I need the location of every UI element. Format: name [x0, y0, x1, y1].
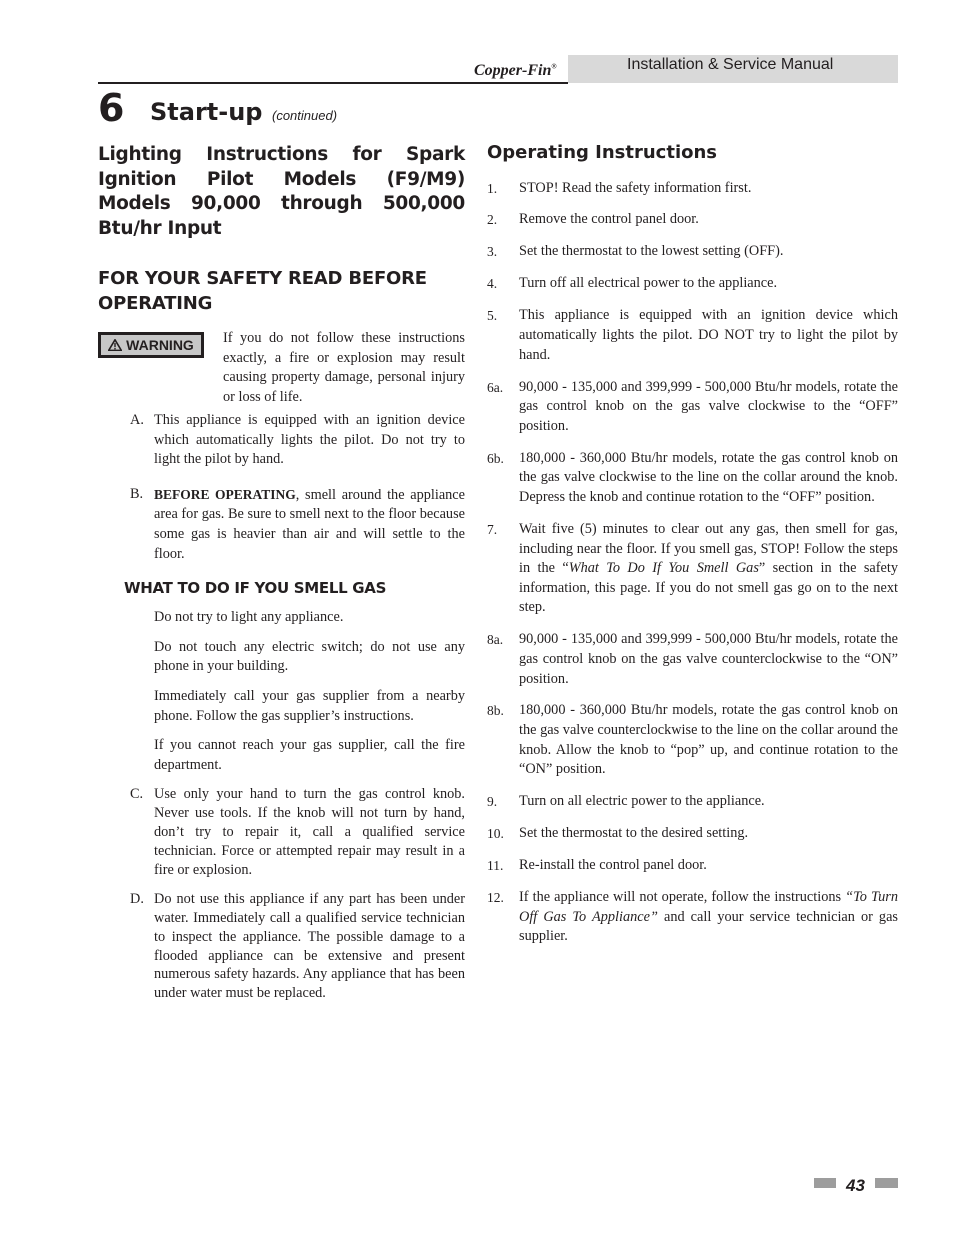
step-number: 6a. [487, 379, 504, 395]
step-item [487, 824, 898, 844]
chapter-number: 6 [98, 86, 125, 130]
step-number: 4. [487, 276, 498, 292]
step-text: Set the thermostat to the lowest setting (OFF). [519, 243, 784, 260]
header-rule [98, 82, 568, 84]
step-text: Re-install the control panel door. [519, 857, 707, 874]
page-number: 43 [846, 1176, 865, 1195]
item-text: This appliance is equipped with an ignition device which automatically lights the pilot. Do not try to light the pilot by hand. [154, 412, 465, 468]
step-text: This appliance is equipped with an ignition device which automatically lights the pilot. DO NOT try to light the pilot by hand. [519, 307, 898, 363]
operating-instructions-heading: Operating Instructions [487, 142, 718, 163]
item-label: A. [130, 412, 144, 428]
safety-item-a [98, 411, 465, 470]
step-item [487, 856, 898, 876]
left-column [98, 140, 465, 1003]
step-item [487, 520, 898, 618]
smell-instruction: Do not touch any electric switch; do not use any phone in your building. [154, 638, 465, 675]
step-number: 2. [487, 212, 498, 228]
item-text: Do not use this appliance if any part has been under water. Immediately call a qualified service technician to inspect the appliance. The possible damage to a flooded appliance can be extensive and present numerous safety hazards. Any appliance that has been under water must be replaced. [154, 891, 465, 1002]
step-number: 5. [487, 308, 498, 324]
safety-item-b [98, 485, 465, 564]
step-item [487, 449, 898, 508]
step-number: 7. [487, 521, 498, 537]
step-item [487, 701, 898, 779]
step-text: Turn off all electrical power to the appliance. [519, 275, 778, 292]
lighting-instructions-heading: Lighting Instructions for Spark Ignition Pilot Models (F9/M9) Models 90,000 through 500,000 Btu/hr Input [98, 144, 465, 239]
operating-steps-list [487, 179, 898, 947]
step-item [487, 242, 898, 262]
safety-item-d [98, 890, 465, 1003]
footer-bar-right [875, 1178, 898, 1188]
step-text: 180,000 - 360,000 Btu/hr models, rotate the gas control knob on the gas valve counterclockwise to the line on the collar around the knob. Allow the knob to “pop” up, and continue rotation to the “ON” position. [519, 702, 898, 778]
item-text: Use only your hand to turn the gas control knob. Never use tools. If the knob will not turn by hand, don’t try to repair it, call a qualified service technician. Force or attempted repair may result in a fire or explosion. [154, 786, 465, 878]
step-number: 1. [487, 180, 498, 196]
chapter-title: Start-up [150, 98, 263, 126]
step-text: Remove the control panel door. [519, 211, 699, 228]
step-item [487, 630, 898, 689]
step-item [487, 274, 898, 294]
step-number: 12. [487, 890, 504, 906]
item-text: BEFORE OPERATING, smell around the appliance area for gas. Be sure to smell next to the floor because some gas is heavier than air and will settle to the floor. [154, 486, 465, 562]
step-text: STOP! Read the safety information first. [519, 179, 752, 196]
before-operating-bold: BEFORE OPERATING [154, 486, 296, 502]
step-number: 10. [487, 826, 504, 842]
step-number: 8b. [487, 703, 504, 719]
footer-bar-left [814, 1178, 836, 1188]
step-text: 180,000 - 360,000 Btu/hr models, rotate the gas control knob on the gas valve clockwise to the line on the collar around the knob. Depress the knob and continue rotation to the “OFF” position. [519, 449, 898, 505]
step-number: 8a. [487, 632, 504, 648]
warning-badge [98, 332, 204, 358]
warning-text: If you do not follow these instructions exactly, a fire or explosion may result causing property damage, personal injury or loss of life. [223, 330, 465, 405]
step-number: 6b. [487, 450, 504, 466]
step-number: 9. [487, 794, 498, 810]
step-item [487, 179, 898, 199]
warning-label: WARNING [126, 337, 194, 353]
smell-instruction: Do not try to light any appliance. [154, 609, 344, 626]
step-item [487, 792, 898, 812]
step-text: 90,000 - 135,000 and 399,999 - 500,000 Btu/hr models, rotate the gas control knob on the gas valve clockwise to the “OFF” position. [519, 378, 898, 434]
safety-heading: FOR YOUR SAFETY READ BEFORE OPERATING [98, 268, 427, 314]
smell-instruction: Immediately call your gas supplier from a nearby phone. Follow the gas supplier’s instructions. [154, 687, 465, 724]
warning-triangle-icon [108, 339, 122, 351]
step-item [487, 210, 898, 230]
warning-block [98, 329, 465, 411]
step-number: 11. [487, 858, 504, 874]
step-text: 90,000 - 135,000 and 399,999 - 500,000 Btu/hr models, rotate the gas control knob on the gas valve counterclockwise to the “ON” position. [519, 631, 898, 687]
step-number: 3. [487, 244, 498, 260]
step-text: Set the thermostat to the desired setting. [519, 825, 749, 842]
brand-name: Copper-Fin® [474, 62, 557, 79]
item-label: C. [130, 786, 144, 803]
chapter-continued: (continued) [272, 108, 338, 123]
item-label: D. [130, 891, 144, 908]
item-label: B. [130, 485, 144, 502]
step-item [487, 378, 898, 437]
step-text: If the appliance will not operate, follow the instructions “To Turn Off Gas To Appliance” and call your service technician or gas supplier. [519, 889, 898, 945]
manual-title: Installation & Service Manual [627, 56, 834, 73]
step-text: Turn on all electric power to the appliance. [519, 793, 765, 810]
step-item [487, 888, 898, 947]
smell-instruction: If you cannot reach your gas supplier, call the fire department. [154, 737, 465, 773]
safety-item-c [98, 785, 465, 879]
smell-gas-heading: WHAT TO DO IF YOU SMELL GAS [124, 579, 387, 598]
right-column [487, 140, 898, 947]
step-item [487, 306, 898, 365]
step-text: Wait five (5) minutes to clear out any gas, then smell for gas, including near the floor. If you smell gas, STOP! Follow the steps in the “What To Do If You Smell Gas” section in the safety information, this page. If you do not smell gas go on to the next step. [519, 520, 898, 616]
